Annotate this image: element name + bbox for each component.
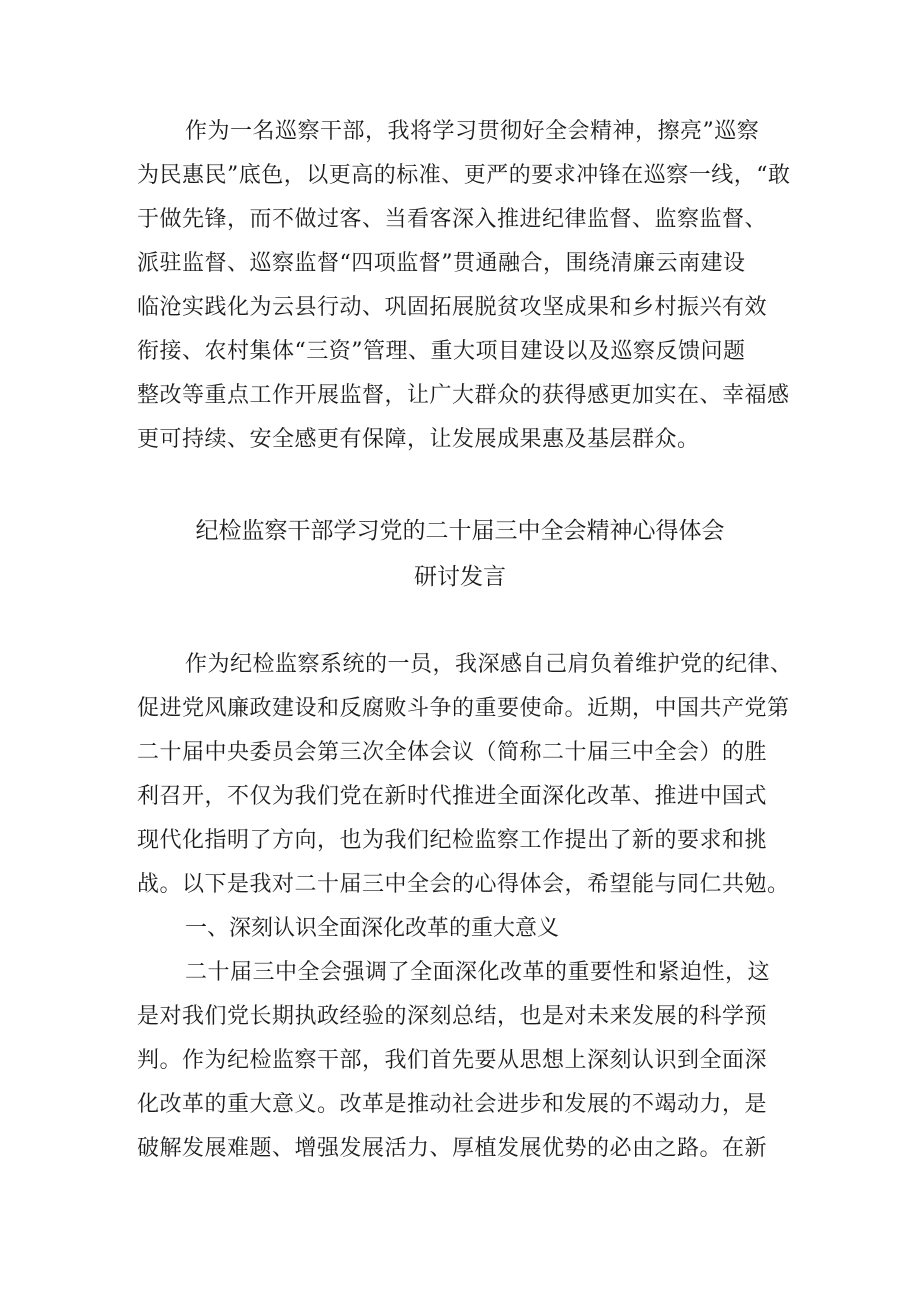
paragraph-line: 作为一名巡察干部，我将学习贯彻好全会精神，擦亮”巡察 [185,119,760,144]
paragraph-line: 更可持续、安全感更有保障，让发展成果惠及基层群众。 [137,427,700,452]
paragraph-line: 战。以下是我对二十届三中全会的心得体会，希望能与同仁共勉。 [137,872,790,897]
paragraph-line: 是对我们党长期执政经验的深刻总结，也是对未来发展的科学预 [137,1004,768,1029]
paragraph-line: 为民惠民”底色，以更高的标准、更严的要求冲锋在巡察一线，“敢 [137,163,791,188]
paragraph-line: 临沧实践化为云县行动、巩固拓展脱贫攻坚成果和乡村振兴有效 [137,295,768,320]
paragraph-line: 于做先锋，而不做过客、当看客深入推进纪律监督、监察监督、 [137,207,768,232]
section-heading: 一、深刻认识全面深化改革的重大意义 [185,916,560,941]
paragraph-line: 破解发展难题、增强发展活力、厚植发展优势的必由之路。在新 [137,1136,768,1161]
article-title-line2: 研讨发言 [414,564,506,590]
article-title: 纪检监察干部学习党的二十届三中全会精神心得体会 [195,518,725,544]
paragraph-line: 作为纪检监察系统的一员，我深感自己肩负着维护党的纪律、 [185,652,793,677]
paragraph-line: 促进党风廉政建设和反腐败斗争的重要使命。近期，中国共产党第 [137,696,790,721]
paragraph-line: 判。作为纪检监察干部，我们首先要从思想上深刻认识到全面深 [137,1048,768,1073]
paragraph-line: 化改革的重大意义。改革是推动社会进步和发展的不竭动力，是 [137,1092,768,1117]
paragraph-line: 现代化指明了方向，也为我们纪检监察工作提出了新的要求和挑 [137,828,768,853]
paragraph-line: 衔接、农村集体“三资”管理、重大项目建设以及巡察反馈问题 [137,339,746,364]
paragraph-line: 派驻监督、巡察监督“四项监督”贯通融合，围绕清廉云南建设 [137,251,746,276]
paragraph-line: 利召开，不仅为我们党在新时代推进全面深化改革、推进中国式 [137,784,768,809]
paragraph-line: 二十届三中全会强调了全面深化改革的重要性和紧迫性，这 [185,960,771,985]
paragraph-line: 二十届中央委员会第三次全体会议（简称二十届三中全会）的胜 [137,740,768,765]
paragraph-line: 整改等重点工作开展监督，让广大群众的获得感更加实在、幸福感 [137,383,790,408]
